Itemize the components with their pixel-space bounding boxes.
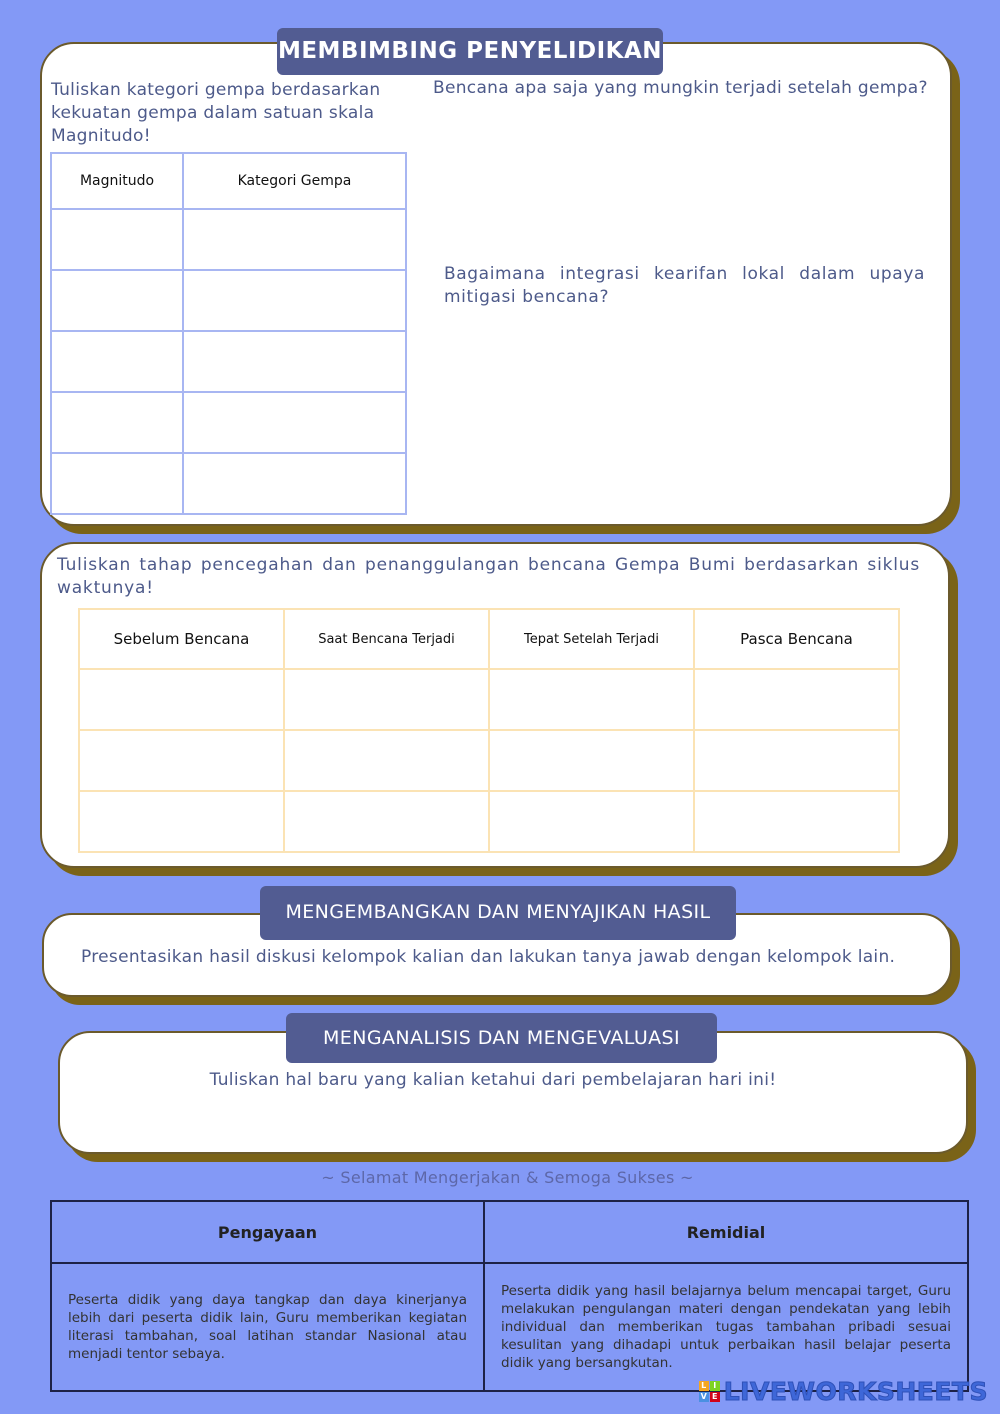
- section-banner-investigation: MEMBIMBING PENYELIDIKAN: [277, 28, 663, 75]
- answer-cell[interactable]: [79, 669, 284, 730]
- logo-mark-letter: I: [710, 1381, 720, 1391]
- answer-cell[interactable]: [51, 270, 183, 331]
- table-row: [79, 791, 899, 852]
- table-row: [51, 331, 406, 392]
- table-header-row: [51, 1201, 968, 1263]
- logo-mark-letter: L: [699, 1381, 709, 1391]
- answer-cell[interactable]: [51, 331, 183, 392]
- header-kategori-gempa: Kategori Gempa: [183, 153, 406, 209]
- local-wisdom-question: Bagaimana integrasi kearifan lokal dalam upaya mitigasi bencana?: [444, 264, 925, 307]
- header-magnitudo: Magnitudo: [51, 153, 183, 209]
- enrichment-remedial-table: [50, 1200, 969, 1392]
- header-pengayaan: Pengayaan: [51, 1201, 484, 1263]
- answer-cell[interactable]: [51, 392, 183, 453]
- table-row: [79, 730, 899, 791]
- answer-cell[interactable]: [183, 453, 406, 514]
- answer-cell[interactable]: [489, 730, 694, 791]
- header-saat-bencana: Saat Bencana Terjadi: [284, 609, 489, 669]
- answer-cell[interactable]: [51, 209, 183, 270]
- answer-cell[interactable]: [183, 392, 406, 453]
- table-row: [51, 1263, 968, 1391]
- answer-cell[interactable]: [183, 209, 406, 270]
- answer-cell[interactable]: [284, 791, 489, 852]
- pengayaan-description: Peserta didik yang daya tangkap dan daya kinerjanya lebih dari peserta didik lain, Guru memberikan kegiatan literasi tambahan, soal latihan standar Nasional atau menjadi tentor sebaya.: [51, 1263, 484, 1391]
- disaster-cycle-table: [78, 608, 900, 853]
- answer-cell[interactable]: [183, 270, 406, 331]
- table-row: [51, 392, 406, 453]
- disaster-cycle-question: Tuliskan tahap pencegahan dan penanggulangan bencana Gempa Bumi berdasarkan siklus waktunya!: [57, 555, 920, 598]
- answer-cell[interactable]: [183, 331, 406, 392]
- answer-cell[interactable]: [489, 791, 694, 852]
- answer-cell[interactable]: [694, 791, 899, 852]
- table-row: [79, 669, 899, 730]
- answer-cell[interactable]: [284, 669, 489, 730]
- table-row: [51, 209, 406, 270]
- header-remidial: Remidial: [484, 1201, 968, 1263]
- section-banner-presentation: MENGEMBANGKAN DAN MENYAJIKAN HASIL: [260, 886, 736, 940]
- presentation-instruction: Presentasikan hasil diskusi kelompok kalian dan lakukan tanya jawab dengan kelompok lain.: [81, 947, 896, 967]
- table-row: [51, 453, 406, 514]
- liveworksheets-mark-icon: [699, 1381, 720, 1402]
- magnitude-table: [50, 152, 407, 515]
- section-banner-evaluation: MENGANALISIS DAN MENGEVALUASI: [286, 1013, 717, 1063]
- answer-cell[interactable]: [489, 669, 694, 730]
- logo-mark-letter: V: [700, 1392, 707, 1401]
- table-header-row: [79, 609, 899, 669]
- logo-text: LIVEWORKSHEETS: [723, 1377, 988, 1406]
- table-header-row: [51, 153, 406, 209]
- table-row: [51, 270, 406, 331]
- closing-message: ~ Selamat Mengerjakan & Semoga Sukses ~: [321, 1168, 694, 1187]
- evaluation-instruction: Tuliskan hal baru yang kalian ketahui dari pembelajaran hari ini!: [209, 1070, 777, 1090]
- logo-mark-letter: E: [710, 1392, 720, 1402]
- header-pasca-bencana: Pasca Bencana: [694, 609, 899, 669]
- magnitude-question: Tuliskan kategori gempa berdasarkan kekuatan gempa dalam satuan skala Magnitudo!: [51, 80, 381, 146]
- answer-cell[interactable]: [694, 730, 899, 791]
- answer-cell[interactable]: [79, 730, 284, 791]
- header-tepat-setelah: Tepat Setelah Terjadi: [489, 609, 694, 669]
- answer-cell[interactable]: [51, 453, 183, 514]
- disaster-question: Bencana apa saja yang mungkin terjadi setelah gempa?: [433, 78, 928, 98]
- remidial-description: Peserta didik yang hasil belajarnya belum mencapai target, Guru melakukan pengulangan materi dengan pendekatan yang lebih individual dan memberikan tugas tambahan pribadi sesuai kesulitan yang dihadapi untuk perbaikan hasil belajar peserta didik yang bersangkutan.: [484, 1263, 968, 1391]
- answer-cell[interactable]: [79, 791, 284, 852]
- liveworksheets-logo: [699, 1377, 988, 1406]
- header-sebelum-bencana: Sebelum Bencana: [79, 609, 284, 669]
- answer-cell[interactable]: [694, 669, 899, 730]
- answer-cell[interactable]: [284, 730, 489, 791]
